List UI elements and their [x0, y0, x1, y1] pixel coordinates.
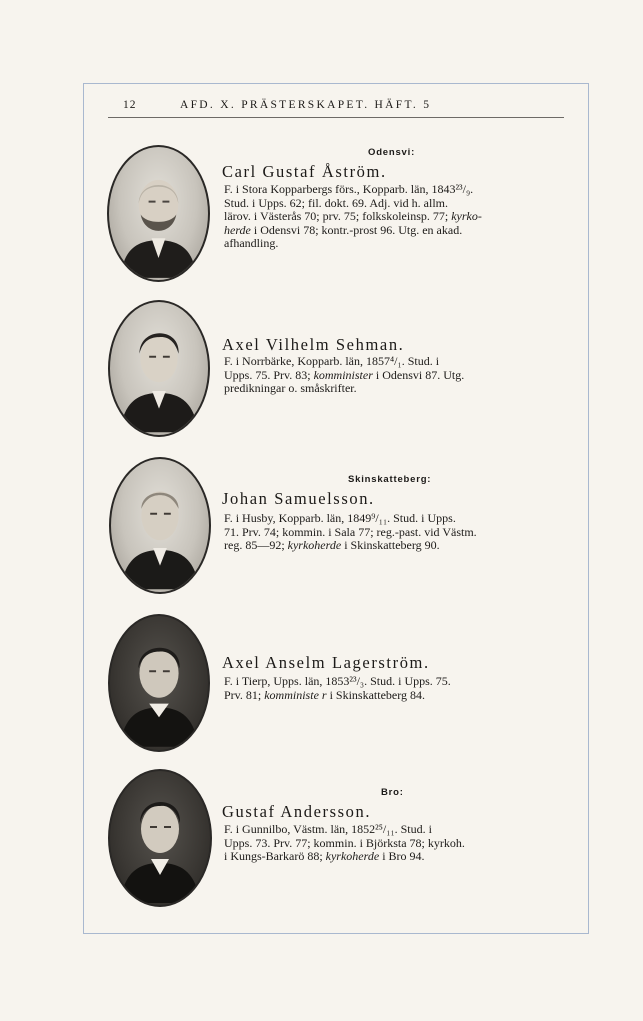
bio-line [224, 823, 566, 837]
bio-text: F. i Tierp, Upps. län, 1853²³/₃. Stud. i Upps. 75. [224, 674, 451, 688]
entry-bio-lagerstrom [224, 675, 566, 702]
entry-name-samuelsson: Johan Samuelsson. [222, 489, 375, 508]
bio-text: i Kungs-Barkarö 88; [224, 849, 326, 863]
page-number: 12 [123, 99, 137, 111]
running-head [100, 99, 570, 117]
portrait-figure [109, 147, 208, 280]
bio-text: i Odensvi 87. Utg. [372, 367, 465, 382]
bio-text: i Bro 94. [379, 849, 425, 863]
bio-text: herde [224, 222, 251, 237]
entry-name-astrom: Carl Gustaf Åström. [222, 162, 387, 181]
entry-bio-sehman [224, 355, 566, 396]
bio-text: i Skinskatteberg 84. [326, 687, 425, 702]
bio-text: komminister [313, 367, 373, 382]
portrait-figure [110, 616, 208, 750]
portrait-photo-astrom [107, 145, 210, 282]
bio-text: predikningar o. småskrifter. [224, 381, 357, 395]
running-title: AFD. X. PRÄSTERSKAPET. HÄFT. 5 [180, 99, 432, 111]
bio-line [224, 837, 566, 851]
section-label-odensvi: Odensvi: [368, 147, 416, 158]
bio-line [224, 539, 566, 553]
entry-name-sehman: Axel Vilhelm Sehman. [222, 335, 405, 354]
bio-text: F. i Husby, Kopparb. län, 1849⁹/₁₁. Stud. i Upps. [224, 511, 456, 525]
bio-text: i Skinskatteberg 90. [341, 538, 440, 552]
bio-text: kyrkoherde [287, 538, 342, 552]
portrait-photo-lagerstrom [108, 614, 210, 752]
entry-bio-andersson [224, 823, 566, 864]
bio-text: lärov. i Västerås 70; prv. 75; folkskoleinsp. 77; [224, 209, 452, 223]
bio-text: F. i Norrbärke, Kopparb. län, 1857⁴/₁. Stud. i [224, 354, 440, 368]
bio-text: komministe r [264, 687, 327, 702]
bio-text: F. i Gunnilbo, Västm. län, 1852²⁵/₁₁. Stud. i [224, 822, 432, 836]
bio-line [224, 512, 566, 526]
portrait-figure [110, 302, 208, 435]
entry-name-lagerstrom: Axel Anselm Lagerström. [222, 653, 430, 672]
entry-bio-samuelsson [224, 512, 566, 553]
bio-text: F. i Stora Kopparbergs förs., Kopparb. län, 1843²³/₉. [224, 182, 474, 196]
bio-text: Prv. 81; [224, 687, 265, 702]
bio-line [224, 197, 566, 211]
bio-line [224, 369, 566, 383]
bio-text: 71. Prv. 74; kommin. i Sala 77; reg.-past. vid Västm. [224, 524, 477, 539]
bio-text: kyrkoherde [325, 849, 380, 863]
portrait-photo-andersson [108, 769, 212, 907]
section-label-bro: Bro: [381, 787, 404, 798]
bio-line [224, 224, 566, 238]
bio-text: reg. 85—92; [224, 538, 288, 552]
portrait-photo-samuelsson [109, 457, 211, 594]
bio-text: Upps. 73. Prv. 77; kommin. i Björksta 78; kyrkoh. [224, 835, 465, 850]
bio-line [224, 210, 566, 224]
portrait-figure [111, 459, 209, 592]
bio-text: afhandling. [224, 236, 279, 250]
entry-name-andersson: Gustaf Andersson. [222, 802, 372, 821]
bio-text: i Odensvi 78; kontr.-prost 96. Utg. en akad. [250, 222, 463, 237]
bio-line [224, 382, 566, 396]
bio-line [224, 183, 566, 197]
bio-line [224, 526, 566, 540]
bio-text: Stud. i Upps. 62; fil. dokt. 69. Adj. vid h. allm. [224, 195, 449, 210]
entry-bio-astrom [224, 183, 566, 251]
portrait-photo-sehman [108, 300, 210, 437]
portrait-figure [110, 771, 210, 905]
bio-line [224, 675, 566, 689]
header-rule [108, 117, 564, 118]
bio-line [224, 237, 566, 251]
section-label-skinskatteberg: Skinskatteberg: [348, 474, 432, 485]
bio-line [224, 355, 566, 369]
bio-line [224, 689, 566, 703]
bio-line [224, 850, 566, 864]
bio-text: Upps. 75. Prv. 83; [224, 367, 314, 382]
bio-text: kyrko- [451, 209, 482, 223]
